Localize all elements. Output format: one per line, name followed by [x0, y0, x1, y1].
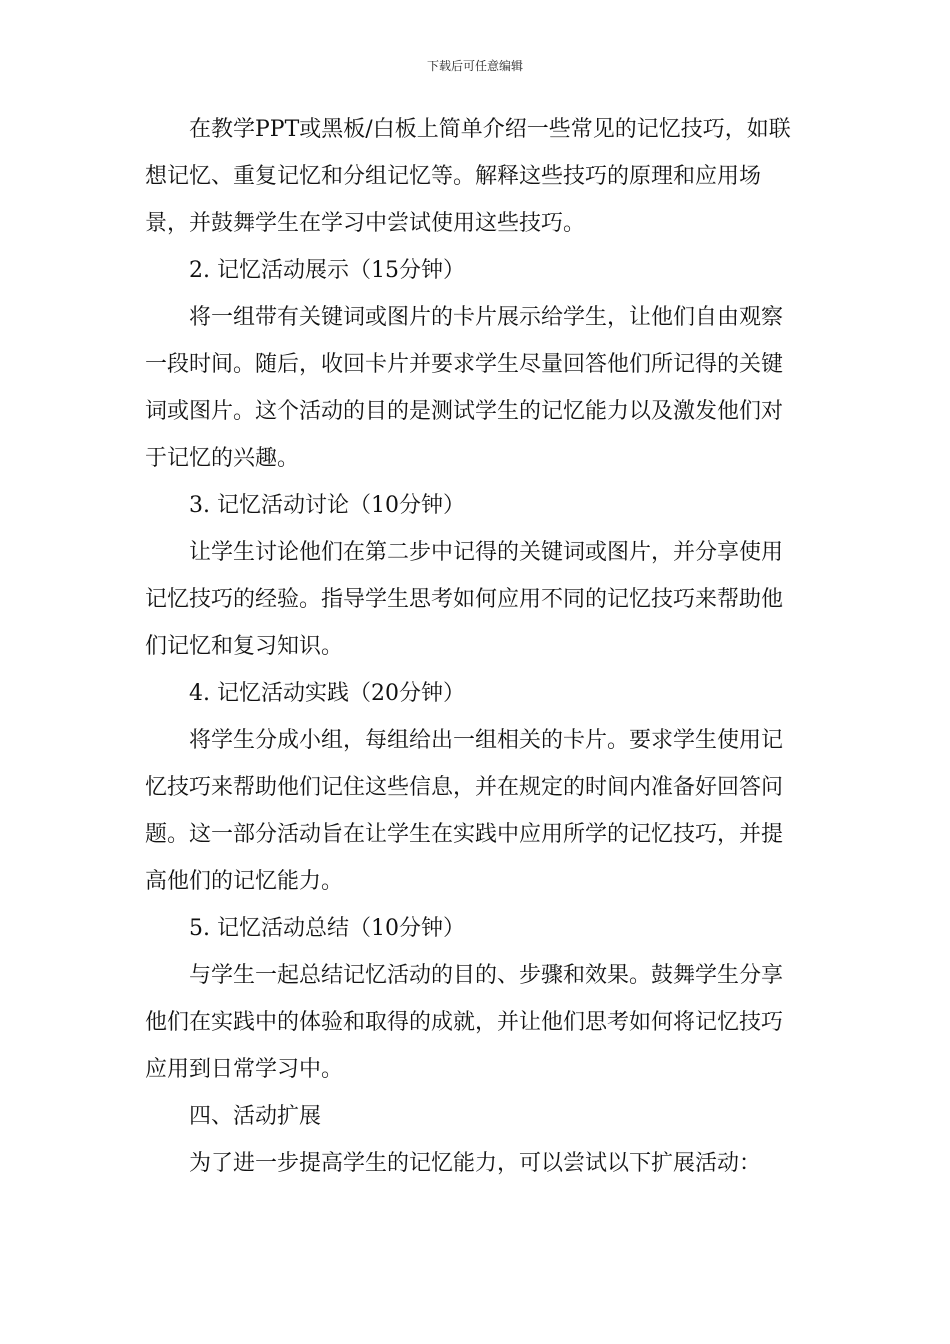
- paragraph-intro-techniques: 在教学PPT或黑板/白板上简单介绍一些常见的记忆技巧，如联想记忆、重复记忆和分组记忆等。解释这些技巧的原理和应用场景，并鼓舞学生在学习中尝试使用这些技巧。: [145, 117, 791, 236]
- section-heading-3: 3. 记忆活动讨论（10分钟）: [189, 493, 465, 518]
- page-header: 下载后可任意编辑: [426, 59, 523, 73]
- paragraph-discussion: 让学生讨论他们在第二步中记得的关键词或图片，并分享使用记忆技巧的经验。指导学生思考如何应用不同的记忆技巧来帮助他们记忆和复习知识。: [145, 540, 784, 659]
- section-heading-5: 5. 记忆活动总结（10分钟）: [189, 916, 465, 941]
- paragraph-extension-intro: 为了进一步提高学生的记忆能力，可以尝试以下扩展活动：: [189, 1151, 762, 1176]
- paragraph-display-activity: 将一组带有关键词或图片的卡片展示给学生，让他们自由观察一段时间。随后，收回卡片并要求学生尽量回答他们所记得的关键词或图片。这个活动的目的是测试学生的记忆能力以及激发他们对于记忆的兴趣。: [145, 305, 784, 471]
- section-heading-4: 4. 记忆活动实践（20分钟）: [189, 681, 465, 706]
- document-body: [145, 106, 793, 1187]
- paragraph-summary: 与学生一起总结记忆活动的目的、步骤和效果。鼓舞学生分享他们在实践中的体验和取得的成就，并让他们思考如何将记忆技巧应用到日常学习中。: [145, 963, 784, 1082]
- paragraph-practice: 将学生分成小组，每组给出一组相关的卡片。要求学生使用记忆技巧来帮助他们记住这些信息，并在规定的时间内准备好回答问题。这一部分活动旨在让学生在实践中应用所学的记忆技巧，并提高他们的记忆能力。: [145, 728, 784, 894]
- section-heading-extension: 四、活动扩展: [189, 1104, 322, 1129]
- section-heading-2: 2. 记忆活动展示（15分钟）: [189, 258, 465, 283]
